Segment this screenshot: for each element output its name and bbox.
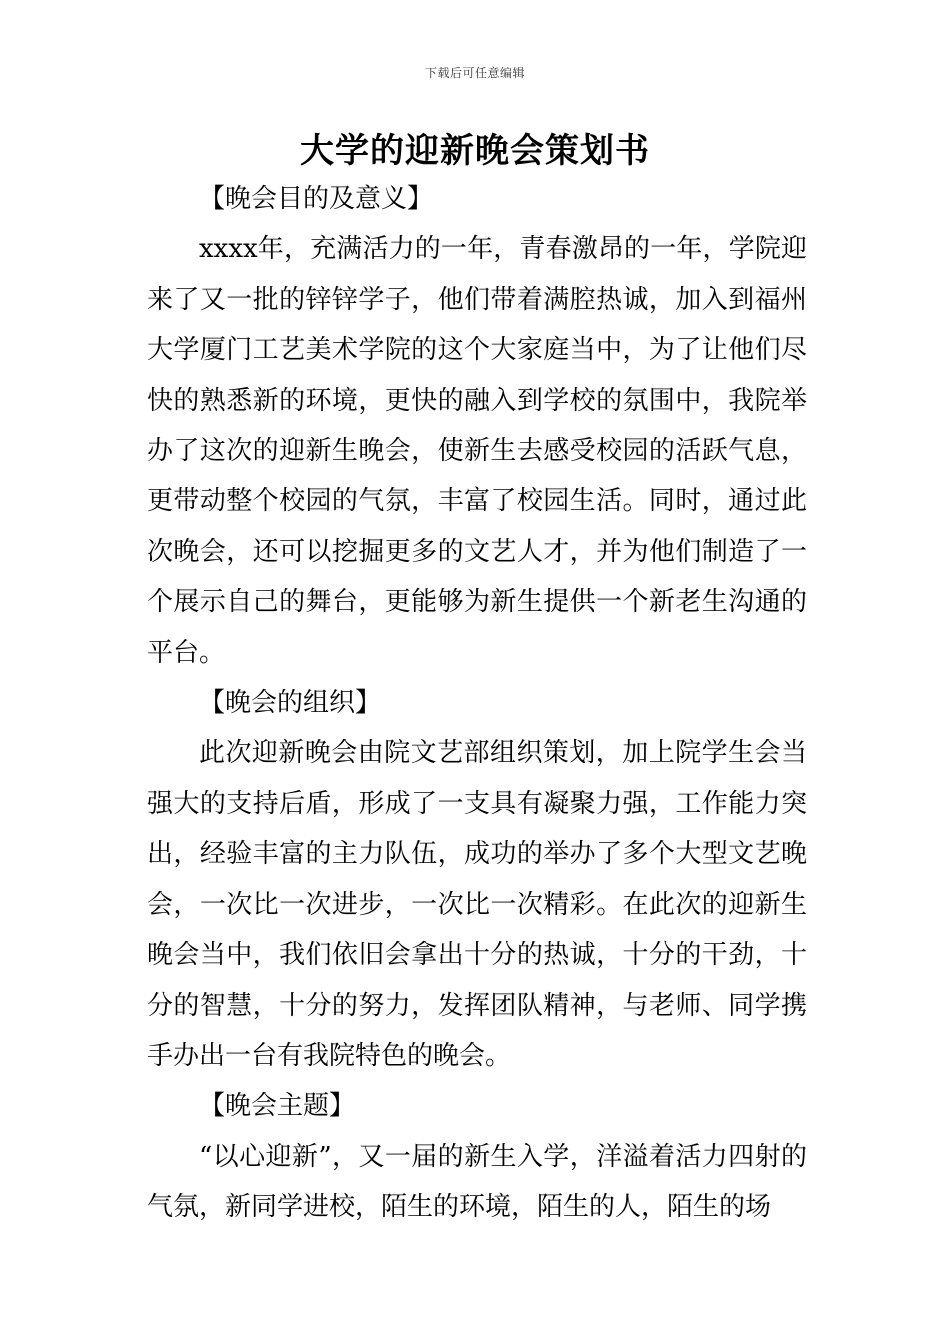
section-body-purpose: xxxx年，充满活力的一年，青春激昂的一年，学院迎来了又一批的锌锌学子，他们带着满腔热诚，加入到福州大学厦门工艺美术学院的这个大家庭当中，为了让他们尽快的熟悉新的环境，更快的融入到学校的氛围中，我院举办了这次的迎新生晚会，使新生去感受校园的活跃气息，更带动整个校园的气氛，丰富了校园生活。同时，通过此次晚会，还可以挖掘更多的文艺人才，并为他们制造了一个展示自己的舞台，更能够为新生提供一个新老生沟通的平台。 — [147, 234, 807, 668]
section-heading-theme: 【晚会主题】 — [199, 1091, 356, 1122]
section-heading-organization: 【晚会的组织】 — [199, 688, 382, 719]
document-title: 大学的迎新晚会策划书 — [300, 131, 650, 171]
header-note: 下载后可任意编辑 — [424, 66, 525, 80]
section-body-theme: “以心迎新”，又一届的新生入学，洋溢着活力四射的气氛，新同学进校，陌生的环境，陌生的人，陌生的场 — [147, 1141, 807, 1223]
document-body — [147, 174, 807, 1233]
section-body-organization: 此次迎新晚会由院文艺部组织策划，加上院学生会当强大的支持后盾，形成了一支具有凝聚力强，工作能力突出，经验丰富的主力队伍，成功的举办了多个大型文艺晚会，一次比一次进步，一次比一次精彩。在此次的迎新生晚会当中，我们依旧会拿出十分的热诚，十分的干劲，十分的智慧，十分的努力，发挥团队精神，与老师、同学携手办出一台有我院特色的晚会。 — [147, 738, 807, 1071]
section-heading-purpose: 【晚会目的及意义】 — [199, 184, 434, 214]
